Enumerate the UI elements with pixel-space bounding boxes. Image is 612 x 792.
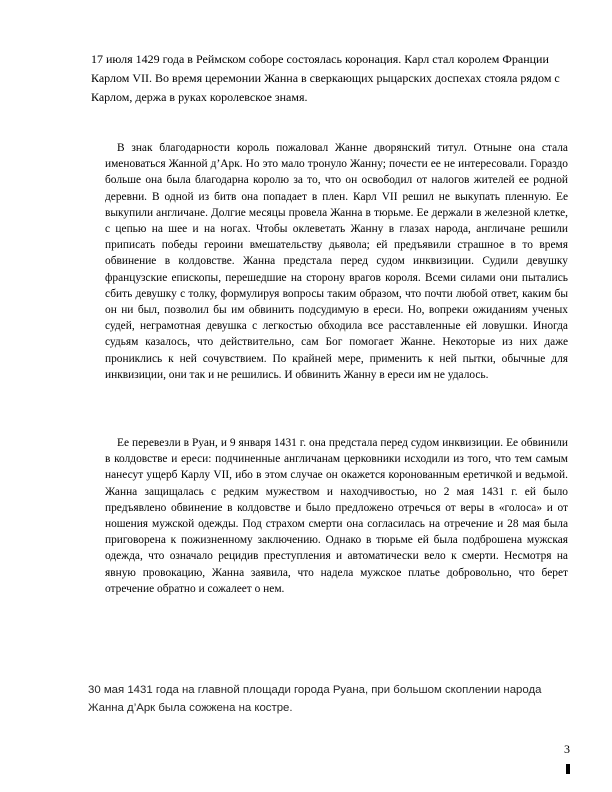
margin-mark <box>566 764 570 774</box>
paragraph-trial: Ее перевезли в Руан, и 9 января 1431 г. она предстала перед судом инквизиции. Ее обвинили в колдовстве и ереси: подчиненные англичанам церковники исходили из того, что тем самым нанесут ущерб Карлу VII, ибо в этом случае он окажется коронованным еретичкой и ведьмой. Жанна защищалась с редким мужеством и находчивостью, но 2 мая 1431 г. ей было предъявлено обвинение в колдовстве и было предложено отречься от веры в «голоса» и от ношения мужской одежды. Под страхом смерти она согласилась на отречение и 28 мая была приговорена к пожизненному заключению. Однако в тюрьме ей была подброшена мужская одежда, что означало рецидив преступления и автоматически вело к смерти. Несмотря на явную провокацию, Жанна заявила, что надела мужское платье добровольно, что берет отречение обратно и сожалеет о нем. <box>105 437 568 595</box>
page-number: 3 <box>564 742 570 756</box>
paragraph-coronation: 17 июля 1429 года в Реймском соборе состоялась коронация. Карл стал королем Франции Карлом VII. Во время церемонии Жанна в сверкающих рыцарских доспехах стояла рядом с Карлом, держа в руках королевское знамя. <box>91 52 560 104</box>
paragraph-execution: 30 мая 1431 года на главной площади города Руана, при большом скоплении народа Жанна д’Арк была сожжена на костре. <box>88 684 542 714</box>
paragraph-captivity: В знак благодарности король пожаловал Жанне дворянский титул. Отныне она стала именоваться Жанной д’Арк. Но это мало тронуло Жанну; почести ее не интересовали. Гораздо больше она была благодарна королю за то, что он освободил от налогов жителей ее родной деревни. В одной из битв она попадает в плен. Карл VII решил не выкупать пленную. Ее выкупили англичане. Долгие месяцы провела Жанна в тюрьме. Ее держали в железной клетке, с цепью на шее и на ногах. Чтобы оклеветать Жанну в глазах народа, англичане решили приписать победы героини вмешательству дьявола; ей предъявили страшное в то время обвинение в колдовстве. Жанна предстала перед судом инквизиции. Судили девушку французские епископы, перешедшие на сторону врагов короля. Всеми силами они пытались сбить девушку с толку, формулируя вопросы таким образом, что почти любой ответ, каким бы он ни был, позволил бы им обвинить подсудимую в ереси. Но, вопреки ожиданиям ученых судей, неграмотная девушка с легкостью обходила все расставленные ей ловушки. Иногда судьям казалось, что действительно, сам Бог помогает Жанне. Некоторые из них даже прониклись к ней сочувствием. По крайней мере, применить к ней пытки, обычные для инквизиции, они так и не решились. И обвинить Жанну в ереси им не удалось. <box>105 142 568 381</box>
